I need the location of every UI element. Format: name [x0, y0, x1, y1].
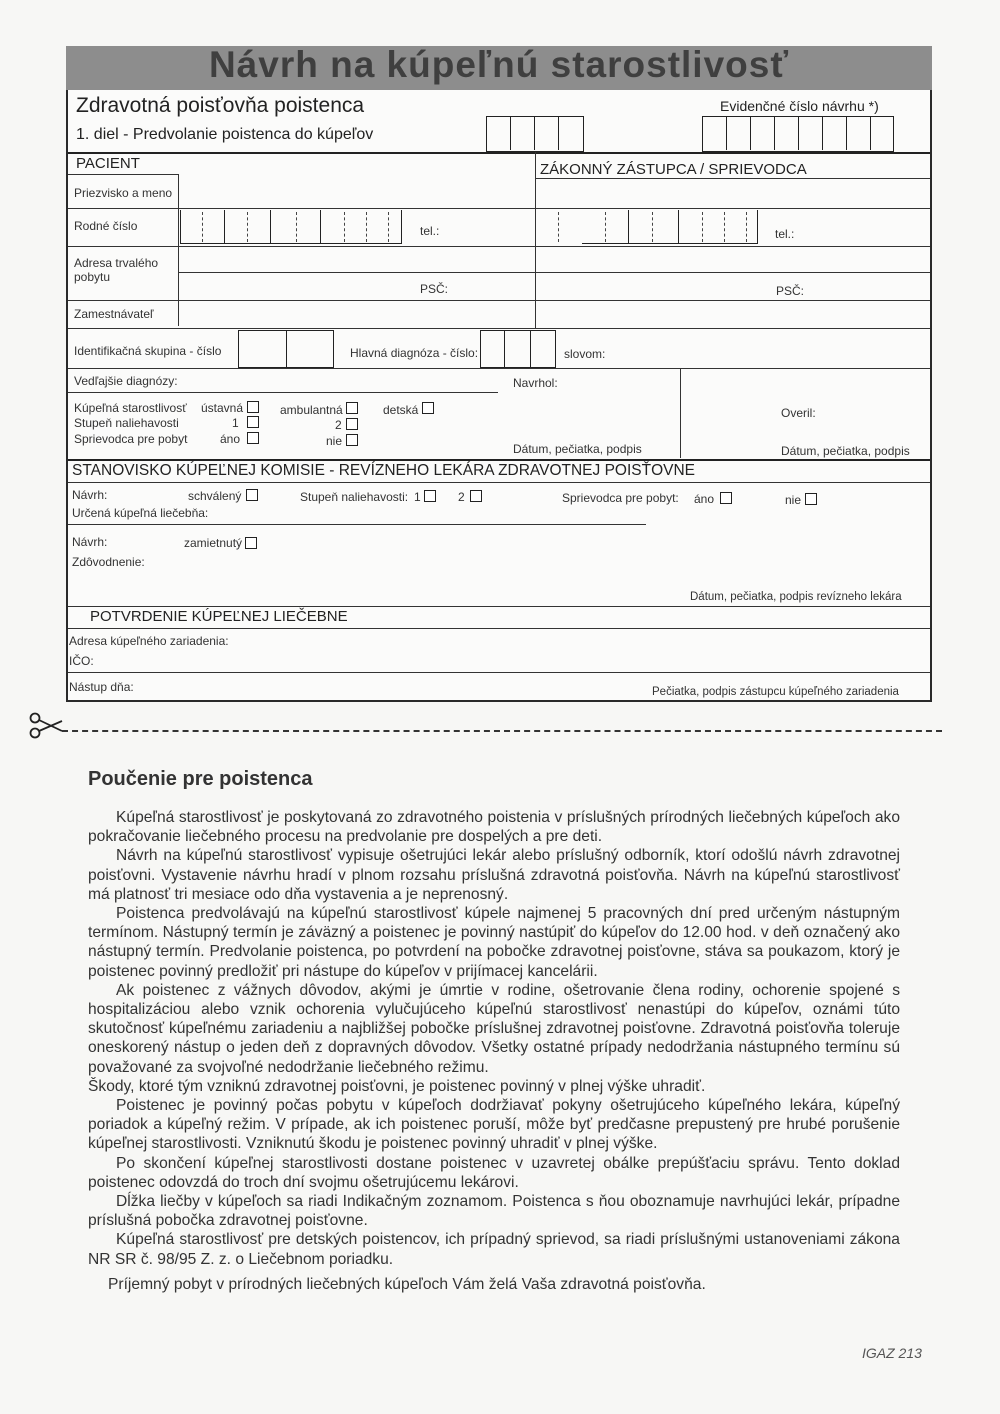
rejected-label: zamietnutý — [184, 536, 243, 550]
main-diagnosis-label: Hlavná diagnóza - číslo: — [350, 346, 479, 360]
main-diagnosis-field[interactable] — [480, 330, 556, 368]
column-divider — [680, 368, 681, 458]
outpatient-label: ambulantná — [280, 403, 343, 417]
divider — [68, 672, 930, 673]
commission-heading: STANOVISKO KÚPEĽNEJ KOMISIE - REVÍZNEHO LEKÁRA ZDRAVOTNEJ POISŤOVNE — [72, 462, 695, 479]
cell-divider — [530, 330, 531, 368]
divider — [535, 178, 930, 179]
companion-no-checkbox[interactable] — [346, 434, 358, 446]
commission-no-label: nie — [785, 493, 802, 507]
commission-urgency-2-checkbox[interactable] — [470, 490, 482, 502]
notice-paragraph: Kúpeľná starostlivosť pre detských poistencov, ich prípadný sprievod, sa riadi príslušnými ustanoveniami zákona NR SR č. 98/95 Z. z. o Liečebnom poriadku. — [88, 1231, 900, 1268]
digit-separator — [247, 212, 248, 242]
digit-separator — [344, 212, 345, 242]
digit-separator — [746, 212, 747, 242]
notice-paragraph: Škody, ktoré tým vzniknú zdravotnej poisťovni, je poistenec povinný v plnej výške uhradiť. — [88, 1077, 706, 1095]
tel-label: tel.: — [420, 224, 440, 238]
urgency-2-label: 2 — [335, 418, 342, 432]
digit-separator — [724, 212, 725, 242]
cell-divider — [510, 116, 511, 150]
confirmation-heading: POTVRDENIE KÚPEĽNEJ LIEČEBNE — [90, 608, 348, 625]
companion-label: Sprievodca pre pobyt — [74, 432, 188, 446]
divider — [68, 459, 930, 461]
cell-divider — [846, 116, 847, 150]
birth-number-label: Rodné číslo — [74, 219, 138, 233]
digit-separator — [296, 212, 297, 242]
commission-yes-label: áno — [694, 492, 715, 506]
companion-yes-checkbox[interactable] — [247, 432, 259, 444]
evidence-number-label: Evidenčné číslo návrhu *) — [720, 98, 879, 114]
ico-label: IČO: — [69, 654, 94, 668]
notice-paragraph: Ak poistenec z vážnych dôvodov, akými je úmrtie v rodine, ošetrovanie člena rodiny, ochorenie spojené s hospitalizáciou alebo vznik ochorenia vylučujúceho kúpeľnú starostlivosť nenastúpi do kúpeľov, oznámi túto skutočnosť kúpeľnému zariadeniu a najbližšej pobočke príslušnej zdravotnej poisťovne. Zdravotná poisťovňa toleruje oneskorený nástup o jeden deň z dopravných dôvodov. Všetky ostatné prípady nedodržania nástupného termínu sú považované za svojvoľné nedodržanie liečebného režimu. — [88, 981, 900, 1076]
closing-line: Príjemný pobyt v prírodných liečebných kúpeľoch Vám želá Vaša zdravotná poisťovňa. — [108, 1276, 706, 1293]
digit-separator — [652, 212, 653, 242]
cell-divider — [678, 210, 679, 244]
urgency-2-checkbox[interactable] — [346, 418, 358, 430]
commission-no-checkbox[interactable] — [805, 493, 817, 505]
guardian-tel-label: tel.: — [775, 227, 795, 241]
divider — [68, 174, 178, 175]
divider — [68, 328, 930, 329]
cell-divider — [320, 210, 321, 244]
commission-urgency-1-label: 1 — [414, 490, 421, 504]
commission-urgency-label: Stupeň naliehavosti: — [300, 490, 409, 504]
inpatient-checkbox[interactable] — [247, 401, 259, 413]
form-code: IGAZ 213 — [862, 1345, 922, 1361]
divider — [68, 368, 930, 369]
verifier-signature-label: Dátum, pečiatka, podpis — [781, 444, 910, 458]
divider — [68, 208, 930, 209]
side-diagnoses-label: Vedľajšie diagnózy: — [74, 374, 178, 388]
care-type-label: Kúpeľná starostlivosť — [74, 401, 187, 415]
patient-heading: PACIENT — [76, 155, 140, 172]
divider — [68, 482, 930, 483]
doctor-signature-label: Dátum, pečiatka, podpis — [513, 442, 642, 456]
urgency-1-label: 1 — [232, 416, 239, 430]
cut-line — [62, 730, 942, 732]
divider — [68, 524, 646, 525]
cell-divider — [224, 210, 225, 244]
notice-paragraph: Po skončení kúpeľnej starostlivosti dostane poistenec v uzavretej obálke prepúšťaciu správu. Tento doklad poistenec odovzdá do troch dní svojmu ošetrujúcemu lekárovi. — [88, 1154, 900, 1191]
name-label: Priezvisko a meno — [74, 186, 173, 200]
urgency-1-checkbox[interactable] — [247, 416, 259, 428]
insurer-heading: Zdravotná poisťovňa poistenca — [76, 94, 365, 117]
start-date-label: Nástup dňa: — [69, 680, 134, 694]
commission-urgency-1-checkbox[interactable] — [424, 490, 436, 502]
commission-urgency-2-label: 2 — [458, 490, 465, 504]
reason-label: Zdôvodnenie: — [72, 555, 145, 569]
commission-yes-checkbox[interactable] — [720, 492, 732, 504]
commission-companion-label: Sprievodca pre pobyt: — [562, 491, 679, 505]
notice-heading: Poučenie pre poistenca — [88, 768, 313, 790]
outpatient-checkbox[interactable] — [346, 402, 358, 414]
notice-paragraph: Poistenec je povinný počas pobytu v kúpeľoch dodržiavať pokyny ošetrujúceho kúpeľného lekára, kúpeľný poriadok a kúpeľný režim. V prípade, ak ich poistenec poruší, môže byť predčasne prepustený pre hrubé porušenie kúpeľnej starostlivosti. Vzniknutú škodu je poistenec povinný uhradiť v plnej výške. — [88, 1097, 900, 1153]
digit-separator — [366, 212, 367, 242]
group-label: Identifikačná skupina - číslo — [74, 344, 222, 358]
address-line — [178, 272, 930, 273]
notice-paragraph: Návrh na kúpeľnú starostlivosť vypisuje ošetrujúci lekár alebo príslušný odborník, ktorí odošlú návrh zdravotnej poisťovni. Vystavenie návrhu hradí v plnom rozsahu príslušná zdravotná poisťovňa. Návrh na kúpeľnú starostlivosť má platnosť tri mesiace odo dňa vystavenia a je neprenosný. — [88, 847, 900, 903]
treatment-label: Určená kúpeľná liečebňa: — [72, 506, 209, 520]
verified-label: Overil: — [781, 406, 816, 420]
divider — [68, 152, 930, 154]
cell-divider — [558, 116, 559, 150]
divider — [68, 300, 930, 301]
digit-separator — [388, 212, 389, 242]
notice-paragraph: Dĺžka liečby v kúpeľoch sa riadi Indikačným zoznamom. Poistenca s ňou oboznamuje navrhujúci lekár, prípadne príslušná pobočka zdravotnej poisťovne. — [88, 1193, 900, 1230]
companion-yes-label: áno — [220, 432, 241, 446]
cell-divider — [534, 116, 535, 150]
companion-no-label: nie — [326, 434, 343, 448]
cell-divider — [822, 116, 823, 150]
birth-number-field[interactable] — [180, 210, 402, 244]
part-subtitle: 1. diel - Predvolanie poistenca do kúpeľov — [76, 126, 374, 143]
facility-stamp-label: Pečiatka, podpis zástupcu kúpeľného zariadenia — [652, 686, 899, 698]
approved-label: schválený — [188, 489, 242, 503]
cell-divider — [870, 116, 871, 150]
reviewer-signature-label: Dátum, pečiatka, podpis revízneho lekára — [690, 591, 902, 603]
scissors-icon — [28, 712, 64, 740]
rejected-checkbox[interactable] — [245, 537, 257, 549]
inpatient-label: ústavná — [201, 401, 244, 415]
cell-divider — [750, 116, 751, 150]
digit-separator — [605, 212, 606, 242]
cell-divider — [270, 210, 271, 244]
divider — [68, 628, 930, 629]
facility-address-label: Adresa kúpeľného zariadenia: — [69, 634, 229, 648]
guardian-birth-number-field[interactable] — [582, 210, 758, 244]
child-label: detská — [383, 403, 419, 417]
guardian-psc-label: PSČ: — [776, 284, 805, 298]
urgency-label: Stupeň naliehavosti — [74, 416, 179, 430]
column-divider — [178, 174, 179, 326]
insurer-code-field[interactable] — [486, 116, 584, 152]
diagnosis-words-label: slovom: — [564, 347, 606, 361]
divider — [68, 606, 930, 607]
notice-paragraph: Kúpeľná starostlivosť je poskytovaná zo zdravotného poistenia v príslušných prírodných liečebných kúpeľoch ako pokračovanie liečebného procesu na predvolanie pre dospelých a pre deti. — [88, 809, 900, 846]
psc-label: PSČ: — [420, 282, 449, 296]
form-title: Návrh na kúpeľnú starostlivosť — [208, 44, 790, 85]
address-label: Adresa trvalého pobytu — [74, 256, 159, 284]
cell-divider — [798, 116, 799, 150]
digit-separator — [702, 212, 703, 242]
notice-paragraph: Poistenca predvolávajú na kúpeľnú starostlivosť kúpele najmenej 5 pracovných dní pred určeným nástupným termínom. Nástupný termín je záväzný a poistenec je povinný nastúpiť do kúpeľov do 12.00 hod. v deň označený ako nástupný termín. Predvolanie poistenca, po potvrdení na pobočke zdravotnej poisťovne, stáva sa poukazom, ktorý je poistenec povinný predložiť pri nástupe do kúpeľov v prijímacej kancelárii. — [88, 905, 900, 980]
cell-divider — [628, 210, 629, 244]
child-checkbox[interactable] — [422, 402, 434, 414]
divider — [68, 246, 930, 247]
notice-body — [88, 808, 900, 1269]
employer-label: Zamestnávateľ — [74, 307, 154, 321]
digit-separator — [202, 212, 203, 242]
divider — [68, 392, 498, 393]
approved-checkbox[interactable] — [246, 489, 258, 501]
proposal-label-2: Návrh: — [72, 535, 108, 549]
guardian-heading: ZÁKONNÝ ZÁSTUPCA / SPRIEVODCA — [540, 161, 807, 178]
proposal-label: Návrh: — [72, 488, 108, 502]
cell-divider — [286, 330, 287, 368]
column-divider — [535, 152, 536, 328]
cell-divider — [726, 116, 727, 150]
cell-divider — [504, 330, 505, 368]
proposed-by-label: Navrhol: — [513, 376, 558, 390]
cell-divider — [774, 116, 775, 150]
digit-separator — [558, 212, 559, 242]
